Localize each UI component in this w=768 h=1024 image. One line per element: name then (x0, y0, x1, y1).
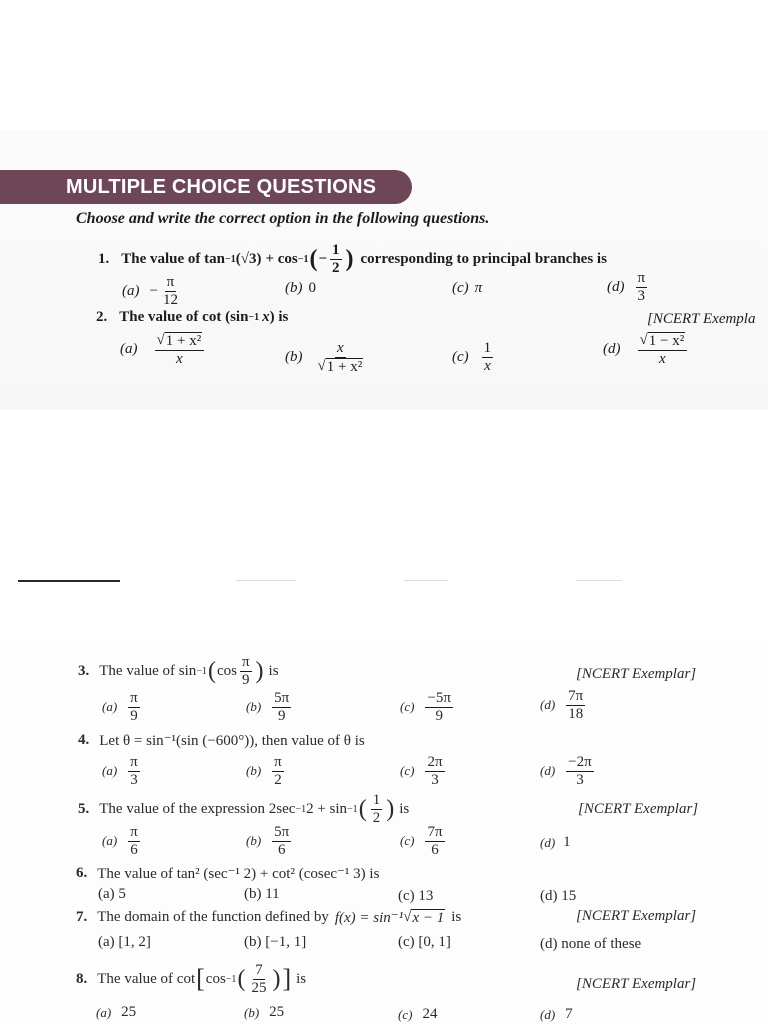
option-fraction: $\frac{\pi}{3}$ (637, 270, 646, 304)
variable-x: x (262, 309, 270, 325)
option-label: (c) (452, 280, 469, 296)
question-number: 7. (76, 909, 88, 925)
option-label: (d) (540, 834, 556, 850)
fraction: $\frac{1}{2}$ (332, 242, 340, 276)
option-7d[interactable]: (d) none of these (540, 936, 642, 952)
option-label: (d) (540, 763, 556, 778)
instruction-text: Choose and write the correct option in the following questions. (76, 210, 490, 227)
question-5 (78, 792, 409, 826)
option-6b[interactable]: (b) 11 (244, 886, 280, 902)
option-8d[interactable] (540, 1006, 573, 1023)
paren-close: ) (386, 796, 395, 822)
option-3a[interactable] (102, 690, 143, 724)
paren-open: ( (237, 966, 246, 992)
question-number: 1. (98, 250, 110, 267)
option-fraction: √ 1 + x² x (155, 332, 205, 367)
option-label: (b) (285, 280, 303, 296)
option-fraction: $\frac{-5\pi}{9}$ (427, 690, 451, 724)
section-title: MULTIPLE CHOICE QUESTIONS (66, 176, 377, 198)
question-1 (98, 242, 607, 276)
option-fraction: $\frac{\pi}{9}$ (130, 690, 138, 724)
option-label: (a) (122, 282, 140, 299)
question-text: The value of tan² (sec⁻¹ 2) + cot² (cosec⁻¹ 3) is (97, 866, 380, 882)
option-3d[interactable] (540, 688, 588, 722)
question-text: ) is (269, 309, 289, 325)
option-8b[interactable] (244, 1004, 284, 1021)
fraction: $\frac{7}{25}$ (251, 962, 267, 996)
option-fraction: $\frac{7\pi}{18}$ (568, 688, 584, 722)
option-4b[interactable] (246, 754, 287, 788)
paren-close: ) (272, 966, 281, 992)
minus-sign: − (318, 250, 328, 267)
question-number: 5. (78, 800, 90, 817)
option-6a[interactable]: (a) 5 (98, 886, 126, 902)
option-label: (c) (452, 348, 469, 365)
question-text: The value of tan (121, 250, 226, 267)
option-fraction: $\frac{\pi}{3}$ (130, 754, 138, 788)
question-text: is (451, 909, 462, 925)
option-fraction: $\frac{5\pi}{6}$ (274, 824, 290, 858)
option-6d[interactable]: (d) 15 (540, 888, 577, 904)
sqrt-three: (√3) (235, 250, 262, 267)
question-text: The value of cot (sin (119, 309, 249, 325)
question-text: The value of the expression 2sec (99, 800, 296, 817)
fraction: $\frac{\pi}{9}$ (241, 654, 250, 688)
section-divider (18, 580, 120, 582)
option-1c[interactable] (452, 280, 482, 297)
question-4 (78, 731, 365, 750)
option-fraction: $\frac{\pi}{12}$ (162, 274, 178, 308)
option-label: (a) (102, 699, 118, 714)
question-7-source: [NCERT Exemplar] (576, 908, 697, 924)
paren-open: ( (207, 658, 216, 684)
option-3c[interactable] (400, 690, 456, 724)
option-label: (c) (400, 763, 415, 778)
bracket-open: [ (196, 964, 205, 993)
inverse-exponent: −1 (297, 253, 309, 265)
question-number: 3. (78, 662, 90, 679)
function-expression: f(x) = sin⁻¹ (334, 910, 404, 926)
option-fraction: $\frac{\pi}{6}$ (130, 824, 138, 858)
option-label: (a) (96, 1004, 112, 1020)
question-8 (76, 962, 306, 996)
inverse-exponent: −1 (248, 312, 260, 323)
question-number: 8. (76, 970, 88, 987)
option-value: 25 (121, 1004, 137, 1020)
option-label: (b) (246, 763, 262, 778)
question-text: Let θ = sin⁻¹(sin (−600°)), then value of θ is (99, 733, 365, 749)
option-label: (c) (400, 833, 415, 848)
option-7c[interactable]: (c) [0, 1] (398, 934, 451, 950)
option-value: 24 (422, 1006, 438, 1022)
question-number: 2. (96, 309, 108, 325)
option-5a[interactable] (102, 824, 143, 858)
question-3 (78, 654, 279, 688)
option-value: 7 (565, 1006, 573, 1022)
question-text: The domain of the function defined by (97, 909, 329, 925)
question-text: The value of sin (99, 662, 197, 679)
option-label: (b) (246, 833, 262, 848)
option-1a[interactable] (122, 274, 183, 308)
question-text: is (399, 800, 410, 817)
paren-close: ) (255, 658, 264, 684)
option-1b[interactable] (285, 280, 316, 297)
option-fraction: $\frac{2\pi}{3}$ (427, 754, 443, 788)
option-fraction: $\frac{5\pi}{9}$ (274, 690, 290, 724)
paren-open: ( (309, 246, 318, 272)
inverse-exponent: −1 (225, 253, 236, 265)
question-number: 6. (76, 865, 88, 881)
option-fraction: $\frac{\pi}{2}$ (274, 754, 282, 788)
option-4a[interactable] (102, 754, 143, 788)
option-2b[interactable] (285, 340, 368, 375)
sqrt-expression: √ x − 1 (403, 908, 445, 926)
option-5d[interactable] (540, 834, 571, 851)
question-6 (76, 864, 379, 883)
option-label: (d) (540, 697, 556, 712)
option-5c[interactable] (400, 824, 448, 858)
question-text: is (268, 662, 279, 679)
option-7a[interactable]: (a) [1, 2] (98, 934, 151, 950)
bracket-close: ] (282, 964, 292, 993)
question-text: The value of cot (97, 970, 196, 987)
option-fraction: $\frac{1}{x}$ (483, 340, 492, 374)
option-3b[interactable] (246, 690, 294, 724)
faint-divider (576, 580, 622, 581)
option-label: (d) (603, 341, 621, 357)
option-label: (b) (244, 1004, 260, 1020)
option-4d[interactable] (540, 754, 597, 788)
question-3-source: [NCERT Exemplar] (576, 666, 697, 682)
question-text: + cos (265, 250, 298, 267)
question-2-source: [NCERT Exempla (647, 311, 756, 327)
paren-close: ) (345, 246, 354, 272)
option-1d[interactable] (607, 270, 650, 304)
option-4c[interactable] (400, 754, 448, 788)
question-number: 4. (78, 732, 90, 748)
fraction: $\frac{1}{2}$ (372, 792, 381, 826)
inverse-exponent: −1 (196, 665, 207, 677)
option-value: 1 (563, 834, 571, 850)
option-6c[interactable]: (c) 13 (398, 888, 434, 904)
option-label: (a) (120, 341, 138, 357)
question-5-source: [NCERT Exemplar] (578, 801, 699, 817)
question-8-source: [NCERT Exemplar] (576, 976, 697, 992)
question-text: cos (205, 970, 226, 987)
option-label: (c) (400, 699, 415, 714)
option-8a[interactable] (96, 1004, 136, 1021)
option-5b[interactable] (246, 824, 294, 858)
question-2 (96, 309, 288, 326)
question-text: 2 + sin (306, 800, 348, 817)
question-text: is (296, 970, 307, 987)
option-2c[interactable] (452, 340, 496, 374)
option-value: 25 (269, 1004, 285, 1020)
option-value: 0 (308, 280, 316, 296)
option-label: (c) (398, 1006, 413, 1022)
option-label: (d) (607, 278, 625, 295)
inverse-exponent: −1 (295, 803, 307, 815)
option-8c[interactable] (398, 1006, 437, 1023)
option-sign: − (149, 282, 158, 299)
question-text: cos (216, 662, 237, 679)
option-fraction: $\frac{7\pi}{6}$ (427, 824, 443, 858)
faint-divider (236, 580, 296, 581)
option-7b[interactable]: (b) [−1, 1] (244, 934, 307, 950)
inverse-exponent: −1 (347, 803, 358, 815)
question-text: corresponding to principal branches is (360, 250, 607, 267)
option-label: (d) (540, 1006, 556, 1022)
option-label: (b) (285, 349, 303, 365)
faint-divider (404, 580, 448, 581)
option-label: (b) (246, 699, 262, 714)
option-2d[interactable] (603, 332, 690, 367)
option-label: (a) (102, 763, 118, 778)
paren-open: ( (358, 796, 367, 822)
option-fraction: x √ 1 + x² (317, 340, 363, 375)
option-2a[interactable] (120, 332, 207, 367)
question-7 (76, 908, 461, 927)
inverse-exponent: −1 (225, 973, 237, 985)
option-label: (a) (102, 833, 118, 848)
option-value: π (474, 280, 483, 296)
option-fraction: $\frac{-2\pi}{3}$ (568, 754, 592, 788)
option-fraction: √ 1 − x² x (638, 332, 688, 367)
